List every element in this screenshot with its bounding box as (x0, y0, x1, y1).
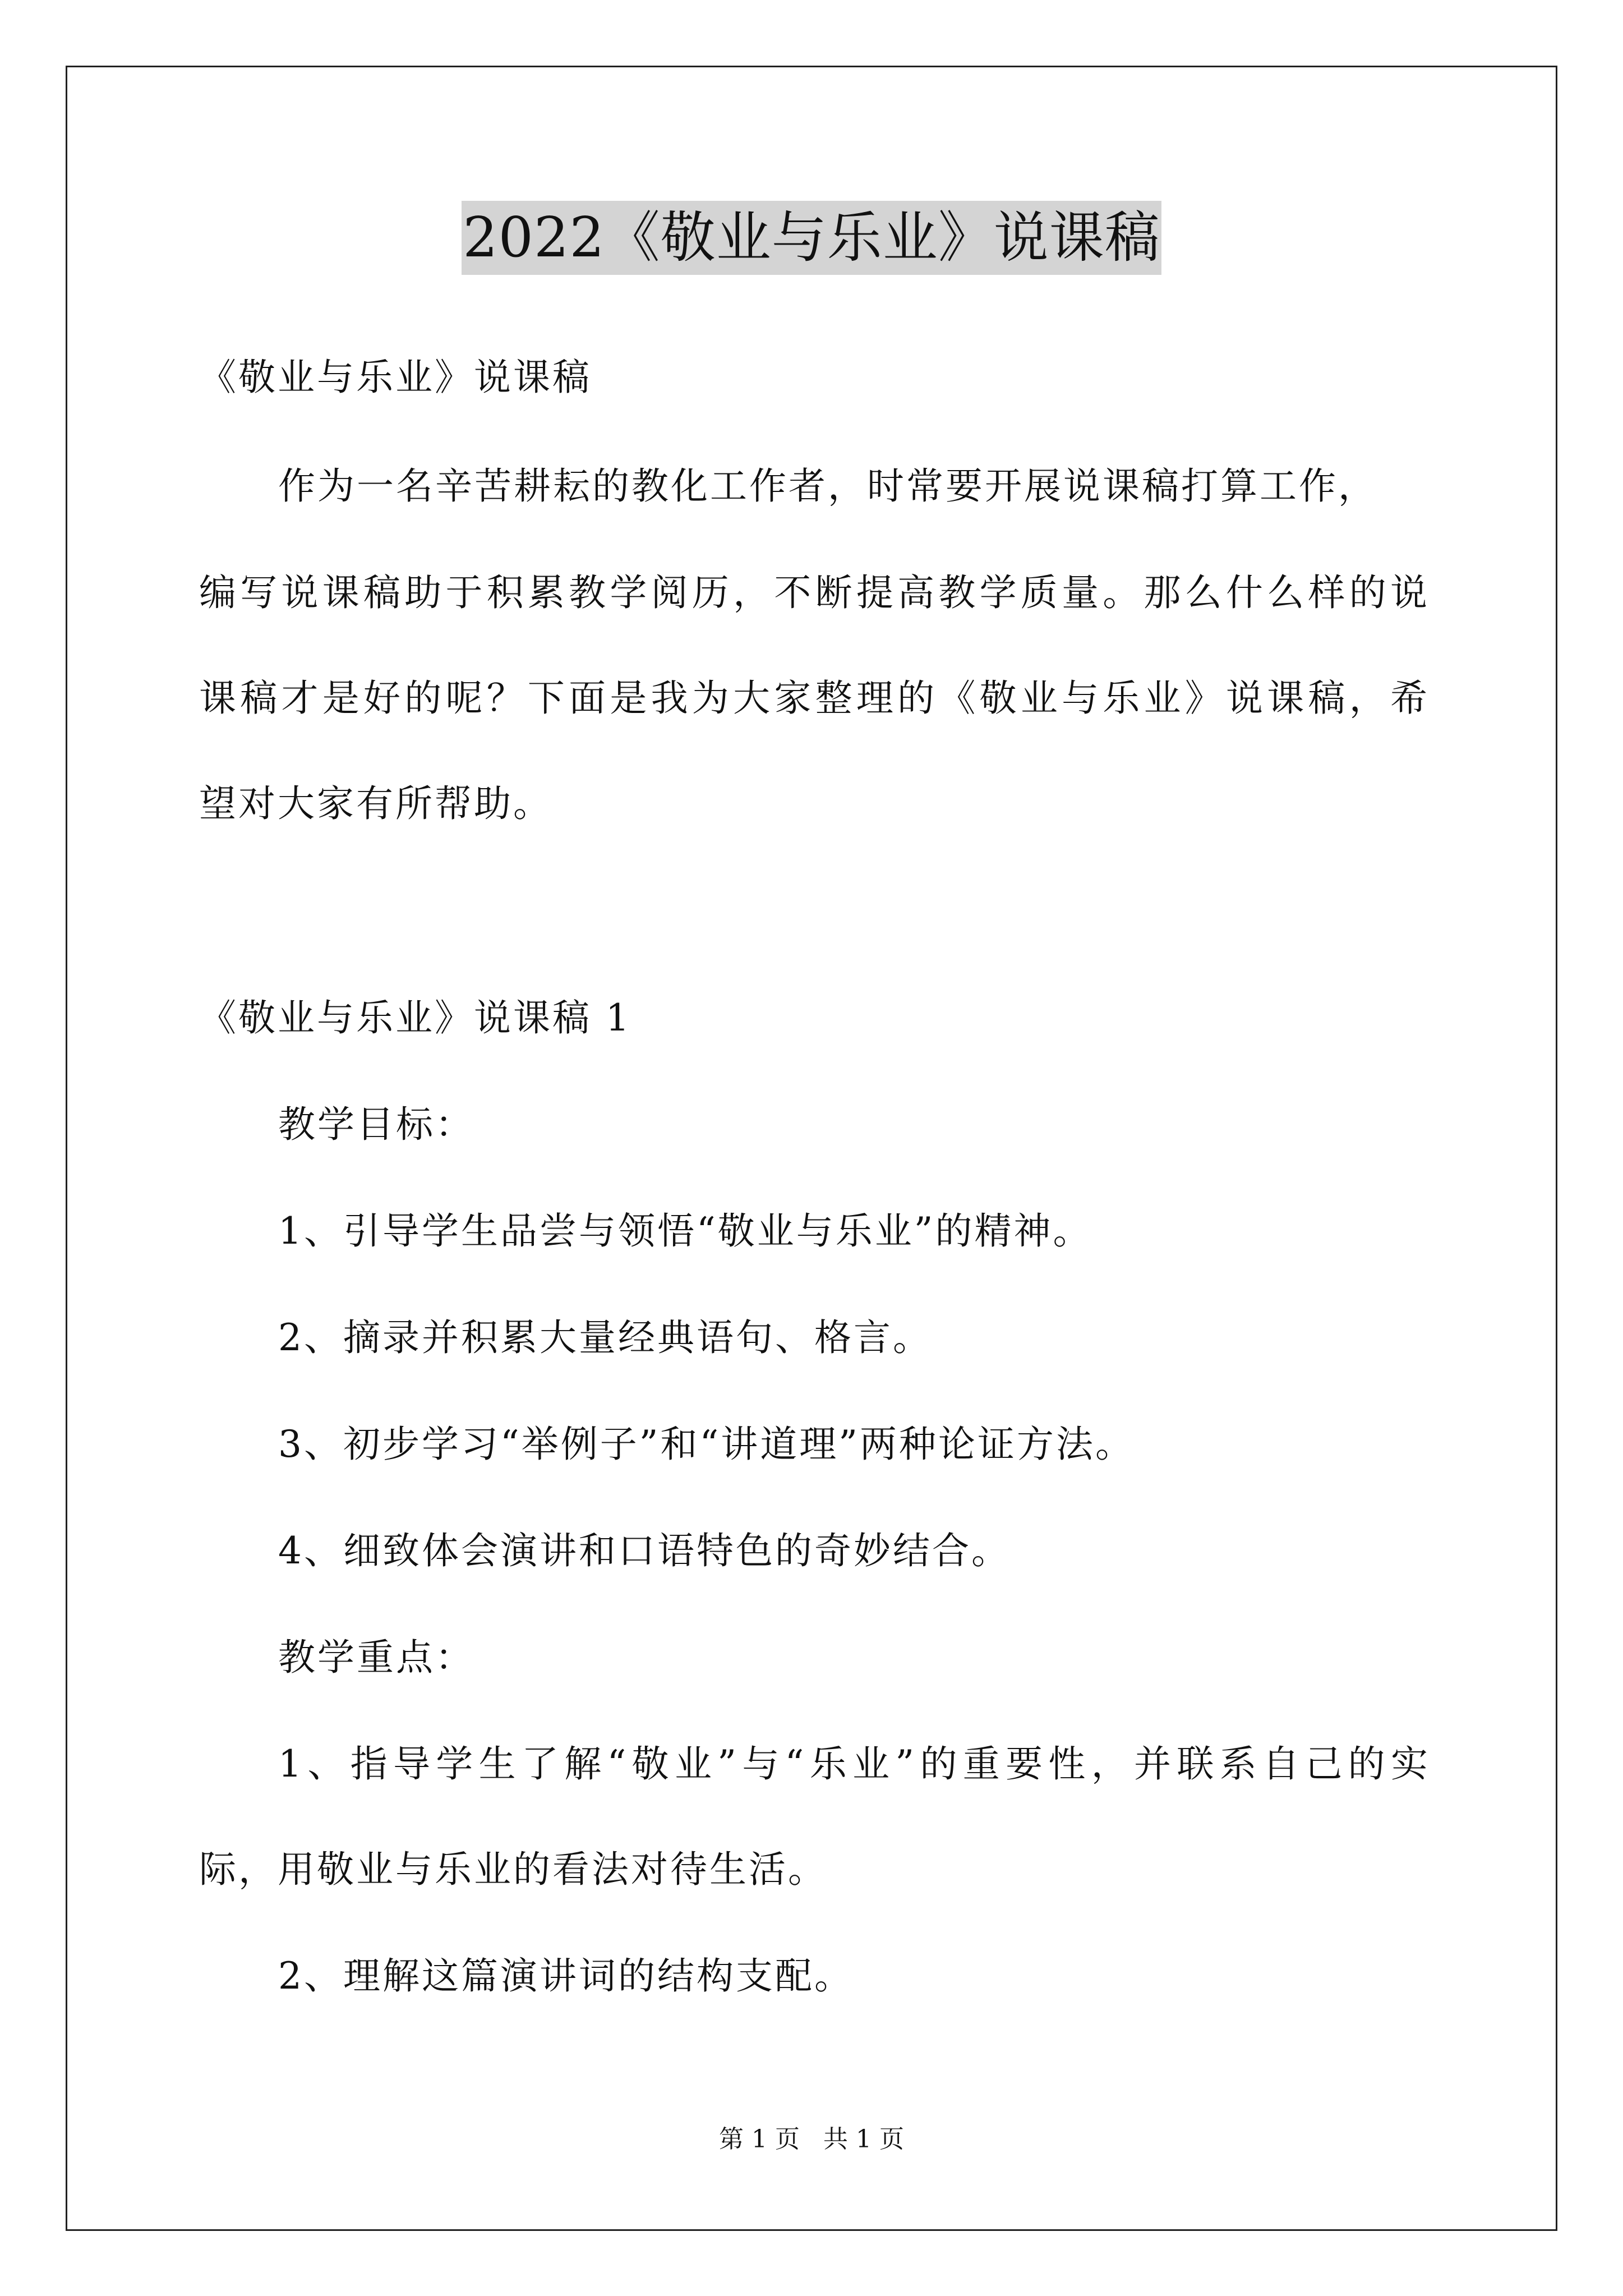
key-point-2: 2、理解这篇演讲词的结构支配。 (278, 1954, 854, 1998)
page-number: 第 1 页 (719, 2125, 800, 2154)
intro-line-3: 课稿才是好的呢？下面是我为大家整理的《敬业与乐业》说课稿，希 (199, 677, 1427, 720)
page-footer (0, 2123, 1623, 2156)
objectives-heading: 教学目标： (278, 1103, 474, 1146)
title-container (0, 201, 1623, 275)
key-point-1-line-2: 际，用敬业与乐业的看法对待生活。 (199, 1848, 827, 1891)
intro-line-2: 编写说课稿助于积累教学阅历，不断提高教学质量。那么什么样的说 (199, 571, 1427, 614)
key-point-1-line-1: 1、指导学生了解“敬业”与“乐业”的重要性，并联系自己的实 (278, 1742, 1428, 1786)
section-heading: 《敬业与乐业》说课稿 1 (199, 996, 631, 1039)
key-points-heading: 教学重点： (278, 1636, 474, 1679)
intro-line-4: 望对大家有所帮助。 (199, 782, 552, 825)
intro-line-1: 作为一名辛苦耕耘的教化工作者，时常要开展说课稿打算工作， (278, 464, 1377, 508)
objective-item-1: 1、引导学生品尝与领悟“敬业与乐业”的精神。 (278, 1209, 1092, 1253)
page-total: 共 1 页 (823, 2125, 904, 2154)
document-title: 2022《敬业与乐业》说课稿 (462, 201, 1161, 275)
objective-item-4: 4、细致体会演讲和口语特色的奇妙结合。 (278, 1529, 1011, 1572)
objective-item-3: 3、初步学习“举例子”和“讲道理”两种论证方法。 (278, 1423, 1135, 1466)
document-subtitle: 《敬业与乐业》说课稿 (199, 356, 592, 399)
objective-item-2: 2、摘录并积累大量经典语句、格言。 (278, 1316, 932, 1359)
